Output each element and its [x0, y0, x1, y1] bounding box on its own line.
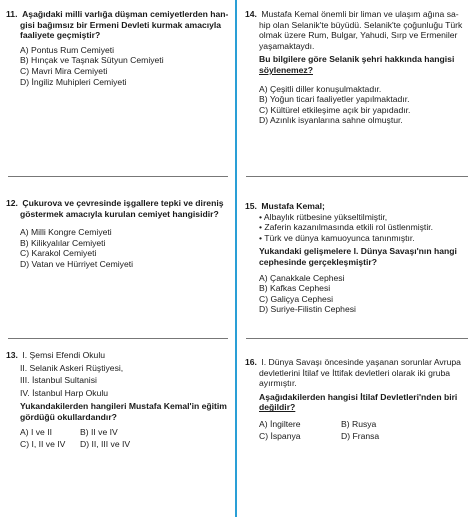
answer-option[interactable]: C) I, II ve IV	[20, 439, 66, 450]
question-stem-line: ayırmıştır.	[259, 378, 297, 389]
answer-option[interactable]: B) II ve IV	[80, 426, 118, 437]
separator-line	[246, 176, 468, 177]
question-number: 12.	[6, 198, 18, 208]
question-11	[6, 9, 230, 87]
separator-line	[246, 338, 468, 339]
answer-option[interactable]: B) Rusya	[341, 418, 377, 429]
question-prompt-line: cephesinde gerçekleşmiştir?	[259, 256, 377, 267]
answer-option[interactable]: A) Milli Kongre Cemiyeti	[20, 227, 112, 238]
question-number: 11.	[6, 9, 18, 19]
question-number: 13.	[6, 350, 18, 360]
question-number: 16.	[245, 357, 257, 367]
question-number: 14.	[245, 9, 257, 19]
answer-option[interactable]: A) Çanakkale Cephesi	[259, 272, 345, 283]
separator-line	[8, 338, 228, 339]
answer-option[interactable]: D) Suriye-Filistin Cephesi	[259, 304, 356, 315]
question-stem-line: gisi bağımsız bir Ermeni Devleti kurmak amacıyla	[20, 19, 222, 30]
answer-option[interactable]: D) Azınlık isyanlarına sahne olmuştur.	[259, 115, 403, 126]
question-stem-line: Aşağıdaki milli varlığa düşman cemiyetlerden han-	[22, 9, 229, 19]
question-title: Mustafa Kemal;	[261, 201, 325, 211]
bullet-item: • Albaylık rütbesine yükseltilmiştir,	[259, 212, 470, 223]
answer-option[interactable]: B) Kafkas Cephesi	[259, 283, 331, 294]
answer-option[interactable]: C) Karakol Cemiyeti	[20, 248, 97, 259]
question-15	[245, 201, 470, 315]
answer-option[interactable]: A) İngiltere	[259, 418, 301, 429]
answer-options	[6, 227, 230, 269]
answer-option[interactable]: D) II, III ve IV	[80, 439, 131, 450]
bullet-item: • Zaferin kazanılmasında etkili rol üstlenmiştir.	[259, 222, 470, 233]
answer-options	[245, 84, 470, 126]
answer-options	[6, 427, 230, 450]
question-stem-line: Mustafa Kemal önemli bir liman ve ulaşım ağına sa-	[261, 9, 459, 19]
question-prompt-line: Yukandakilerden hangileri Mustafa Kemal'in eğitim	[20, 401, 227, 412]
question-prompt-line: Aşağıdakilerden hangisi İtilaf Devletleri'nden biri	[259, 391, 458, 402]
question-16	[245, 357, 470, 441]
answer-option[interactable]: A) Pontus Rum Cemiyeti	[20, 44, 115, 55]
roman-item: I. Şemsi Efendi Okulu	[22, 350, 106, 360]
answer-option[interactable]: C) Mavri Mira Cemiyeti	[20, 65, 108, 76]
roman-item: IV. İstanbul Harp Okulu	[20, 387, 109, 398]
answer-option[interactable]: C) Kültürel etkileşime açık bir yapıdadır.	[259, 104, 411, 115]
question-stem-line: faaliyete geçmiştir?	[20, 30, 101, 41]
answer-option[interactable]: B) Kilikyalılar Cemiyeti	[20, 237, 106, 248]
column-divider	[235, 0, 237, 517]
answer-option[interactable]: B) Yoğun ticari faaliyetler yapılmaktadır.	[259, 94, 410, 105]
roman-item: III. İstanbul Sultanisi	[20, 375, 97, 386]
question-12	[6, 198, 230, 270]
answer-option[interactable]: D) İngiliz Muhipleri Cemiyeti	[20, 76, 127, 87]
question-prompt-line: gördüğü okullardandır?	[20, 411, 117, 422]
question-prompt-line: söylenemez?	[259, 64, 313, 75]
question-number: 15.	[245, 201, 257, 211]
bullet-list	[245, 212, 470, 244]
question-14	[245, 9, 470, 126]
question-stem-line: hip olan Selanik'te büyüdü. Selanik'te çoğunluğu Türk	[259, 19, 463, 30]
question-stem-line: Çukurova ve çevresinde işgallere tepki ve direniş	[22, 198, 224, 208]
answer-option[interactable]: D) Vatan ve Hürriyet Cemiyeti	[20, 258, 134, 269]
answer-option[interactable]: D) Fransa	[341, 430, 380, 441]
question-stem-line: olmak üzere Rum, Bulgar, Yahudi, Sırp ve Ermeniler	[259, 30, 458, 41]
answer-option[interactable]: A) I ve II	[20, 426, 52, 437]
question-prompt-line: değildir?	[259, 402, 296, 413]
question-stem-line: yaşamaktaydı.	[259, 40, 315, 51]
question-prompt-line: Yukandaki gelişmelere I. Dünya Savaşı'nın hangi	[259, 246, 457, 257]
question-stem-line: göstermek amacıyla kurulan cemiyet hangisidir?	[20, 208, 219, 219]
answer-options	[245, 419, 470, 441]
bullet-item: • Türk ve dünya kamuoyunca tanınmıştır.	[259, 233, 470, 244]
separator-line	[8, 176, 228, 177]
answer-options	[6, 45, 230, 87]
answer-option[interactable]: C) İspanya	[259, 430, 301, 441]
answer-option[interactable]: A) Çeşitli diller konuşulmaktadır.	[259, 83, 382, 94]
roman-item: II. Selanik Askeri Rüştiyesi,	[20, 362, 124, 373]
answer-options	[245, 273, 470, 315]
question-13	[6, 350, 230, 450]
answer-option[interactable]: B) Hınçak ve Taşnak Sütyun Cemiyeti	[20, 55, 164, 66]
question-prompt-line: Bu bilgilere göre Selanik şehri hakkında hangisi	[259, 54, 455, 65]
answer-option[interactable]: C) Galiçya Cephesi	[259, 293, 334, 304]
question-stem-line: devletlerini İtilaf ve İttifak devletleri olarak iki gruba	[259, 367, 451, 378]
question-stem-line: I. Dünya Savaşı öncesinde yaşanan sorunlar Avrupa	[261, 357, 461, 367]
